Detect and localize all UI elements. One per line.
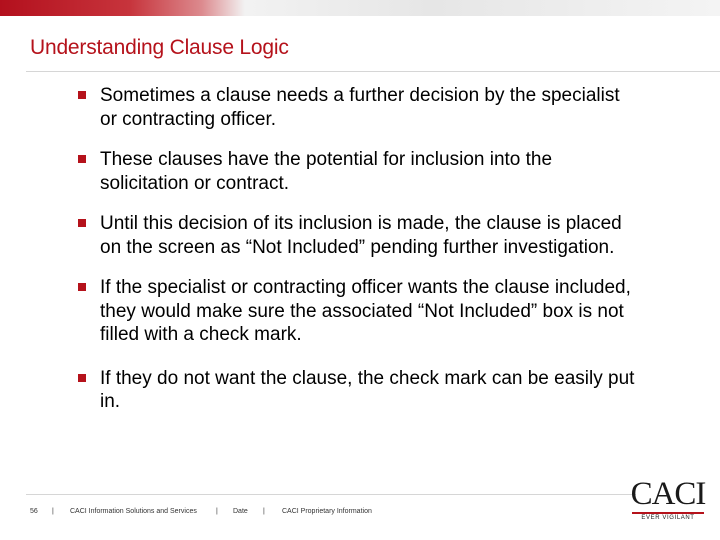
footer-separator: | bbox=[263, 508, 265, 515]
slide-title: Understanding Clause Logic bbox=[30, 36, 289, 59]
logo-wordmark: CACI bbox=[630, 476, 706, 512]
caci-logo bbox=[630, 478, 706, 526]
bullet-text: If the specialist or contracting officer wants the clause included, they would make sure the associated “Not Included” box is not filled with a check mark. bbox=[100, 277, 631, 345]
square-bullet-icon bbox=[78, 283, 86, 291]
bullet-item bbox=[78, 367, 638, 414]
title-divider bbox=[26, 71, 720, 72]
page-number: 56 bbox=[30, 508, 38, 515]
footer-company: CACI Information Solutions and Services bbox=[70, 508, 197, 515]
footer-date: Date bbox=[233, 508, 248, 515]
bullet-text: These clauses have the potential for inclusion into the solicitation or contract. bbox=[100, 149, 553, 194]
footer-proprietary: CACI Proprietary Information bbox=[282, 508, 372, 515]
footer-separator: | bbox=[216, 508, 218, 515]
bullet-text: If they do not want the clause, the check mark can be easily put in. bbox=[100, 367, 635, 412]
bullet-item bbox=[78, 148, 638, 195]
bullet-item bbox=[78, 84, 638, 131]
bullet-text: Until this decision of its inclusion is made, the clause is placed on the screen as “Not Included” pending further investigation. bbox=[100, 213, 622, 258]
square-bullet-icon bbox=[78, 219, 86, 227]
footer-divider bbox=[26, 494, 636, 495]
bullet-list bbox=[78, 84, 638, 414]
footer-separator: | bbox=[52, 508, 54, 515]
bullet-item bbox=[78, 212, 638, 259]
top-banner bbox=[0, 0, 720, 16]
bullet-item bbox=[78, 276, 638, 347]
bullet-text: Sometimes a clause needs a further decision by the specialist or contracting officer. bbox=[100, 85, 620, 130]
square-bullet-icon bbox=[78, 91, 86, 99]
square-bullet-icon bbox=[78, 155, 86, 163]
square-bullet-icon bbox=[78, 374, 86, 382]
logo-tagline: EVER VIGILANT bbox=[641, 515, 695, 521]
logo-rule bbox=[632, 512, 704, 514]
